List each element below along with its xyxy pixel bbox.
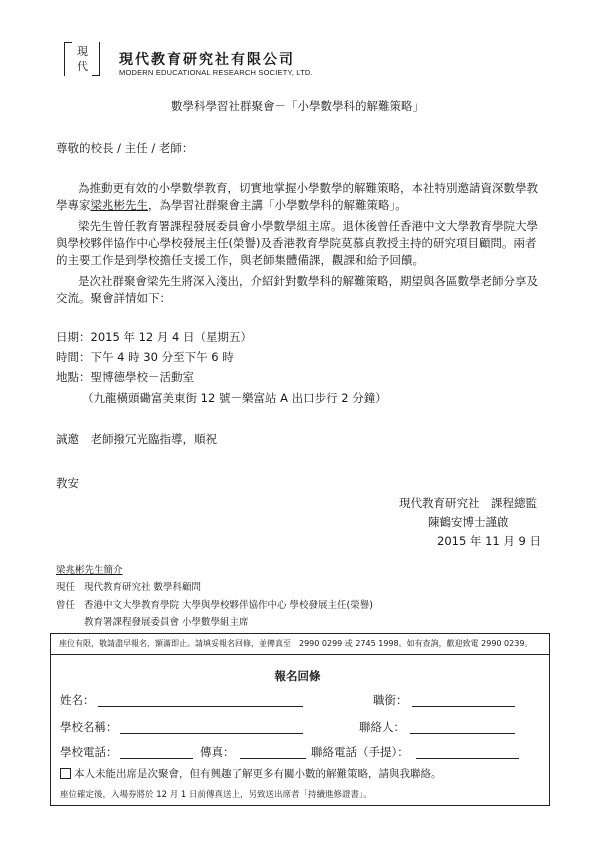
closing-wish: 教安 <box>56 476 79 490</box>
event-venue: 地點：聖博德學校－活動室 <box>56 370 194 384</box>
paragraph-line <box>56 198 407 212</box>
checkbox-label: 本人未能出席是次聚會，但有興趣了解更多有關小數的解難策略，請與我聯絡。 <box>74 768 442 780</box>
fax-field[interactable] <box>240 758 306 759</box>
registration-notice: 座位有限，敬請盡早報名，額滿即止。請填妥報名回條，並傳真至 2990 0299 或 2745 1998。如有查詢，歡迎致電 2990 0239。 <box>50 633 550 655</box>
event-time: 時間：下午 4 時 30 分至下午 6 時 <box>56 350 234 364</box>
school-phone-field[interactable] <box>120 758 193 759</box>
org-name-en: MODERN EDUCATIONAL RESEARCH SOCIETY, LTD. <box>119 68 313 77</box>
speaker-name: 梁兆彬先生 <box>90 198 148 212</box>
name-label: 姓名： <box>60 693 95 707</box>
school-label: 學校名稱： <box>60 720 118 734</box>
mobile-label: 聯絡電話（手提）： <box>311 745 409 759</box>
school-phone-label: 學校電話： <box>60 745 118 759</box>
contact-label: 聯絡人： <box>359 720 405 734</box>
reply-slip-title: 報名回條 <box>274 669 321 683</box>
signature-name: 陳鶴安博士謹啟 <box>428 515 509 529</box>
paragraph-line: 與學校夥伴協作中心學校發展主任(榮譽)及香港教育學院莫慕貞教授主持的研究項目顧問。兩者 <box>56 236 537 250</box>
logo-mark <box>64 42 100 76</box>
paragraph-line: 梁先生曾任教育署課程發展委員會小學數學組主席。退休後曾任香港中文大學教育學院大學 <box>78 219 538 233</box>
bio-former-2: 教育署課程發展委員會 小學數學組主席 <box>84 617 249 628</box>
signature-date: 2015 年 11 月 9 日 <box>437 534 541 548</box>
school-field[interactable] <box>120 733 303 734</box>
mobile-field[interactable] <box>416 758 519 759</box>
paragraph-line: 交流。聚會詳情如下： <box>56 291 171 305</box>
bio-current-label: 現任 <box>56 582 76 593</box>
text: 學專家 <box>56 198 91 212</box>
fax-label: 傳真： <box>200 745 235 759</box>
paragraph-line: 的主要工作是到學校擔任支援工作，與老師集體備課，觀課和給予回饋。 <box>56 253 424 267</box>
event-date: 日期：2015 年 12 月 4 日（星期五） <box>56 330 252 344</box>
position-label: 職銜： <box>373 693 408 707</box>
salutation: 尊敬的校長 / 主任 / 老師： <box>56 141 194 155</box>
bio-former-1: 香港中文大學教育學院 大學與學校夥伴協作中心 學校發展主任(榮譽) <box>84 600 373 611</box>
contact-field[interactable] <box>410 733 515 734</box>
position-field[interactable] <box>412 706 515 707</box>
signature-org: 現代教育研究社 課程總監 <box>399 496 537 510</box>
text: ，為學習社群聚會主講「小學數學科的解難策略」。 <box>148 198 407 212</box>
footnote: 座位確定後，入場券將於 12 月 1 日前傳真送上，另致送出席者「持續進修證書」。 <box>60 790 372 800</box>
letter-title: 數學科學習社群聚會－「小學數學科的解難策略」 <box>171 99 424 113</box>
bio-former-label: 曾任 <box>56 600 76 611</box>
paragraph-line: 為推動更有效的小學數學教育，切實地掌握小學數學的解難策略，本社特別邀請資深數學教 <box>78 181 538 195</box>
contact-me-checkbox[interactable] <box>60 768 71 779</box>
bio-heading: 梁兆彬先生簡介 <box>56 565 123 576</box>
logo-char: 現 <box>77 45 88 58</box>
closing-invite: 誠邀 老師撥冗光臨指導，順祝 <box>56 432 217 446</box>
paragraph-line: 是次社群聚會梁先生將深入淺出，介紹針對數學科的解難策略，期望與各區數學老師分享及 <box>78 274 538 288</box>
bio-current: 現代教育研究社 數學科顧問 <box>84 582 202 593</box>
event-address: （九龍橫頭磡富美東街 12 號－樂富站 A 出口步行 2 分鐘） <box>82 391 387 405</box>
name-field[interactable] <box>98 706 303 707</box>
logo-char: 代 <box>77 60 88 73</box>
org-name-zh: 現代教育研究社有限公司 <box>119 52 295 68</box>
